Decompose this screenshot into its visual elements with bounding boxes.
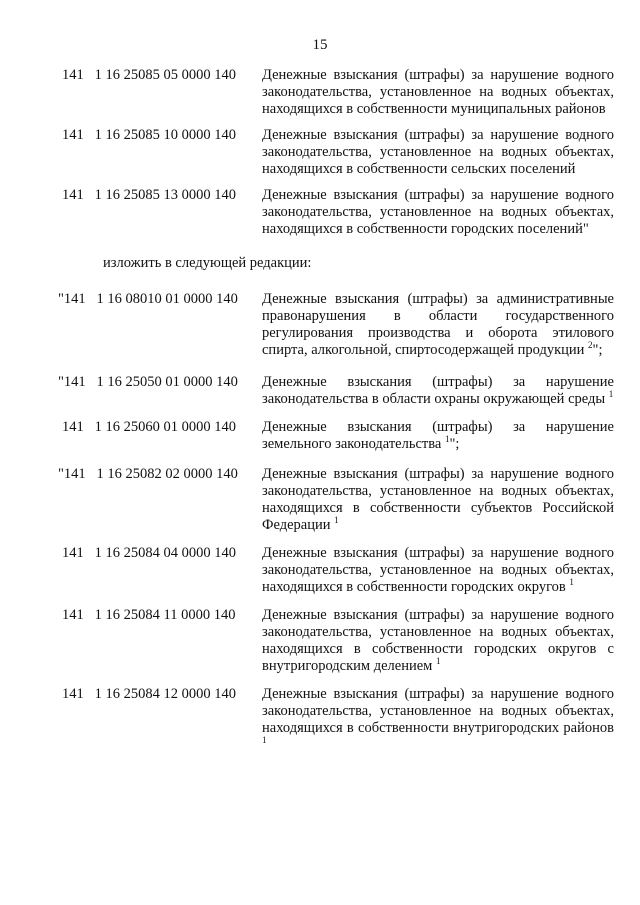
row-code: 141 1 16 25060 01 0000 140 — [62, 419, 236, 435]
row-description: Денежные взыскания (штрафы) за нарушение земельного законодательства $^1$"; — [262, 419, 614, 452]
row-code: 141 1 16 25084 12 0000 140 — [62, 686, 236, 702]
table-row — [0, 545, 640, 596]
row-code: "141 1 16 08010 01 0000 140 — [58, 291, 238, 307]
row-description: Денежные взыскания (штрафы) за нарушение водного законодательства, установленное на водных объектах, находящихся в собственности сельских поселений — [262, 127, 614, 177]
footnote-mark: 2 — [588, 340, 593, 351]
footnote-mark: 1 — [262, 735, 267, 746]
row-description: Денежные взыскания (штрафы) за нарушение законодательства в области охраны окружающей среды $^1$ — [262, 374, 614, 407]
row-code: 141 1 16 25085 10 0000 140 — [62, 127, 236, 143]
row-description: Денежные взыскания (штрафы) за нарушение водного законодательства, установленное на водных объектах, находящихся в собственности муниципальных районов — [262, 67, 614, 117]
footnote-mark: 1 — [569, 577, 574, 588]
row-description: Денежные взыскания (штрафы) за нарушение водного законодательства, установленное на водных объектах, находящихся в собственности городских округов $^1$ — [262, 545, 614, 595]
table-row — [0, 374, 640, 408]
table-row — [0, 127, 640, 178]
row-code: 141 1 16 25084 04 0000 140 — [62, 545, 236, 561]
footnote-mark: 1 — [608, 389, 614, 400]
table-row — [0, 686, 640, 754]
footnote-mark: 1 — [435, 656, 441, 667]
table-row — [0, 419, 640, 453]
footnote-mark: 1 — [334, 515, 339, 526]
row-code: 141 1 16 25085 05 0000 140 — [62, 67, 236, 83]
table-row — [0, 466, 640, 534]
table-row — [0, 67, 640, 118]
row-code: "141 1 16 25082 02 0000 140 — [58, 466, 238, 482]
row-description: Денежные взыскания (штрафы) за нарушение водного законодательства, установленное на водных объектах, находящихся в собственности городских округов с внутригородским делением $^1$ — [262, 607, 614, 674]
table-row — [0, 607, 640, 675]
row-code: 141 1 16 25084 11 0000 140 — [62, 607, 236, 623]
intro-text: изложить в следующей редакции: — [103, 255, 312, 271]
row-description: Денежные взыскания (штрафы) за административные правонарушения в области государственного регулирования производства и оборота этилового спирта, алкогольной, спиртосодержащей продукции $^2$"; — [262, 291, 614, 358]
row-description: Денежные взыскания (штрафы) за нарушение водного законодательства, установленное на водных объектах, находящихся в собственности субъектов Российской Федерации $^1$ — [262, 466, 614, 533]
row-code: 141 1 16 25085 13 0000 140 — [62, 187, 236, 203]
page-number: 15 — [312, 37, 328, 53]
document-body — [0, 67, 640, 754]
table-row — [0, 291, 640, 359]
row-code: "141 1 16 25050 01 0000 140 — [58, 374, 238, 390]
table-row — [0, 187, 640, 238]
row-description: Денежные взыскания (штрафы) за нарушение водного законодательства, установленное на водных объектах, находящихся в собственности внутригородских районов $^1$ — [262, 686, 614, 746]
footnote-mark: 1 — [444, 434, 450, 445]
row-description: Денежные взыскания (штрафы) за нарушение водного законодательства, установленное на водных объектах, находящихся в собственности городских поселений" — [262, 187, 614, 237]
